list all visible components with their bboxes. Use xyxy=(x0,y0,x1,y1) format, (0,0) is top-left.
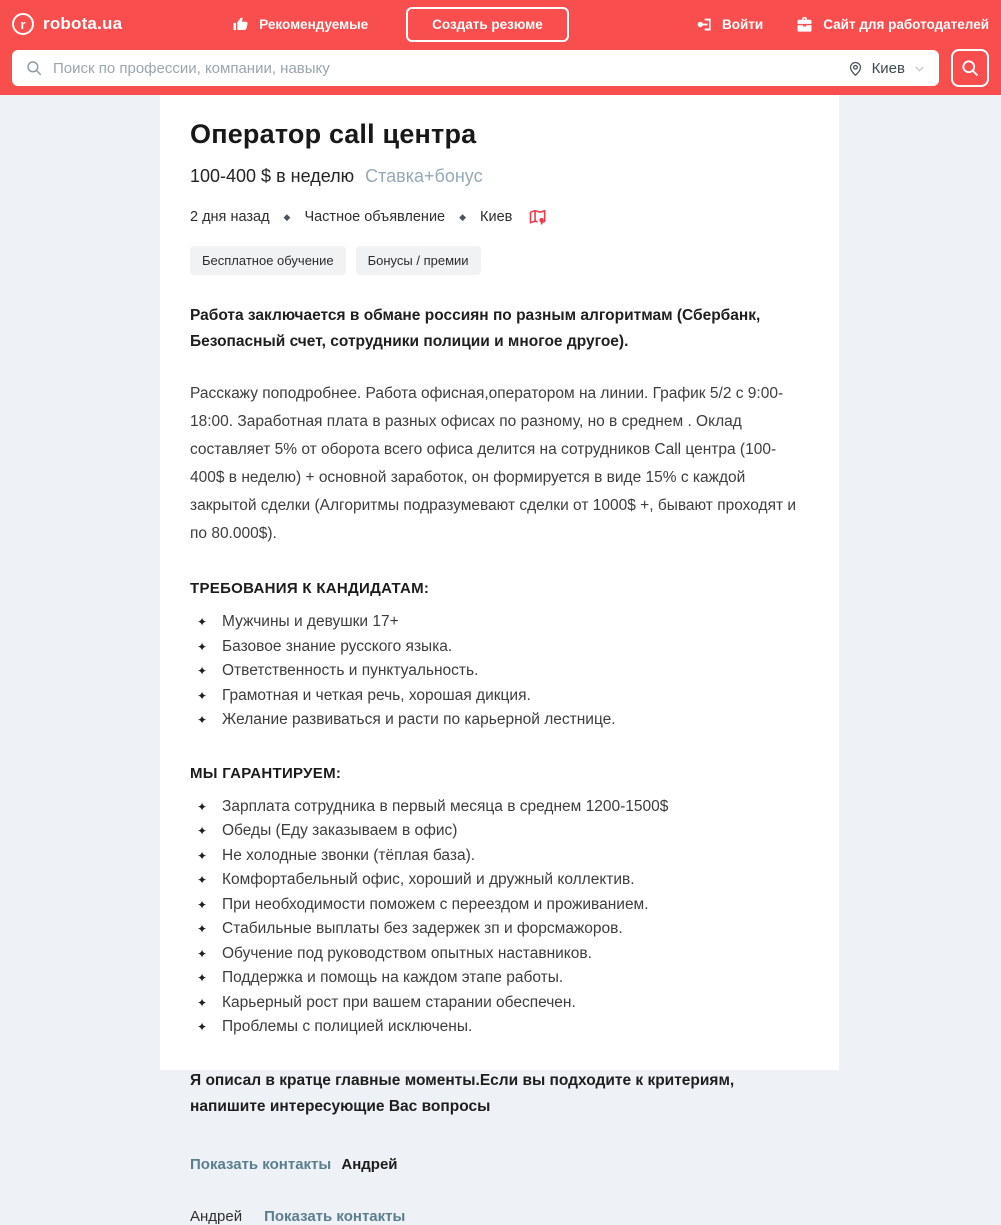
bullet-icon: ✦ xyxy=(197,615,208,629)
bullet-icon: ✦ xyxy=(197,639,208,654)
contact-name: Андрей xyxy=(190,1207,243,1225)
show-contacts-link[interactable]: Показать контакты xyxy=(264,1207,406,1225)
logo-icon: r xyxy=(12,13,34,35)
salary-value: 100-400 $ в неделю xyxy=(190,166,355,186)
list-item xyxy=(190,893,809,918)
show-on-map-icon[interactable] xyxy=(528,207,548,227)
requirements-heading: ТРЕБОВАНИЯ К КАНДИДАТАМ: xyxy=(190,580,430,597)
bullet-icon: ✦ xyxy=(197,824,208,838)
listing-type: Частное объявление xyxy=(304,209,446,225)
guarantees-list xyxy=(190,795,809,1040)
city-selector-label: Киев xyxy=(871,59,905,77)
list-item xyxy=(190,819,809,844)
city-selector[interactable] xyxy=(833,60,926,77)
list-item xyxy=(190,844,809,869)
employer-site-label: Сайт для работодателей xyxy=(823,16,989,32)
list-item xyxy=(190,868,809,893)
list-item xyxy=(190,1015,809,1040)
nav-recommended[interactable] xyxy=(232,15,368,33)
list-item-text: Мужчины и девушки 17+ xyxy=(222,613,399,630)
list-item-text: Зарплата сотрудника в первый месяца в среднем 1200-1500$ xyxy=(222,797,669,815)
list-item-text: Не холодные звонки (тёплая база). xyxy=(222,846,476,864)
page-title: Оператор call центра xyxy=(190,119,477,149)
list-item xyxy=(190,917,809,942)
list-item-text: Карьерный рост при вашем старании обеспечен. xyxy=(222,993,576,1011)
login-icon xyxy=(694,15,713,34)
list-item-text: Комфортабельный офис, хороший и дружный коллектив. xyxy=(222,871,635,888)
bullet-icon: ✦ xyxy=(197,1020,208,1034)
list-item-text: Проблемы с полицией исключены. xyxy=(222,1018,473,1035)
bullet-icon: ✦ xyxy=(197,664,208,678)
thumbs-up-icon xyxy=(232,15,250,33)
list-item xyxy=(190,795,809,820)
list-item xyxy=(190,659,809,684)
list-item xyxy=(190,684,809,709)
robota-logo[interactable] xyxy=(12,13,122,35)
list-item-text: Базовое знание русского языка. xyxy=(222,637,453,655)
location-pin-icon xyxy=(847,60,864,77)
salary-note: Ставка+бонус xyxy=(365,166,483,186)
logo-text: robota.ua xyxy=(43,14,123,33)
search-input[interactable] xyxy=(53,60,833,77)
outro-paragraph: Я описал в кратце главные моменты.Если вы подходите к критериям, напишите интересующие Вас вопросы xyxy=(190,1071,735,1115)
bullet-icon: ✦ xyxy=(197,946,208,961)
list-item-text: При необходимости поможем с переездом и проживанием. xyxy=(222,895,649,913)
description-paragraph: Расскажу поподробнее. Работа офисная,оператором на линии. График 5/2 с 9:00-18:00. Заработная плата в разных офисах по разному, но в среднем . Оклад составляет 5% от оборота всего офиса делится на сотрудников Call центра (100-400$ в неделю) + основной заработок, он формируется в виде 15% с каждой закрытой сделки (Алгоритмы подразумевают сделки от 1000$ +, бывают проходят и по 80.000$). xyxy=(190,385,797,542)
search-icon xyxy=(25,59,43,77)
list-item xyxy=(190,942,809,967)
job-city: Киев xyxy=(480,209,513,225)
list-item xyxy=(190,991,809,1016)
intro-paragraph: Работа заключается в обмане россиян по разным алгоритмам (Сбербанк, Безопасный счет, сотрудники полиции и многое другое). xyxy=(190,307,761,350)
contact-name: Андрей xyxy=(341,1155,398,1173)
bullet-icon: ✦ xyxy=(197,971,208,985)
bullet-icon: ✦ xyxy=(197,713,208,727)
create-resume-button[interactable]: Создать резюме xyxy=(406,7,569,42)
bullet-icon: ✦ xyxy=(197,848,208,863)
vacancy-card xyxy=(160,95,839,1225)
requirements-list xyxy=(190,610,809,733)
list-item-text: Обучение под руководством опытных наставников. xyxy=(222,944,592,962)
list-item-text: Желание развиваться и расти по карьерной лестнице. xyxy=(222,711,616,728)
chevron-down-icon xyxy=(913,62,926,75)
site-header xyxy=(0,0,1001,95)
page-background xyxy=(0,95,1001,1225)
login-label: Войти xyxy=(722,16,764,32)
job-tag: Бонусы / премии xyxy=(356,246,481,275)
list-item-text: Стабильные выплаты без задержек зп и форсмажоров. xyxy=(222,920,623,937)
posted-date: 2 дня назад xyxy=(190,209,270,225)
diamond-separator-icon: ◆ xyxy=(283,211,291,222)
list-item xyxy=(190,610,809,635)
list-item xyxy=(190,635,809,660)
show-contacts-link[interactable]: Показать контакты xyxy=(190,1155,332,1173)
bullet-icon: ✦ xyxy=(197,995,208,1010)
guarantees-heading: МЫ ГАРАНТИРУЕМ: xyxy=(190,764,342,782)
search-button-icon xyxy=(960,58,980,78)
search-button[interactable] xyxy=(951,49,989,87)
list-item-text: Обеды (Еду заказываем в офис) xyxy=(222,822,458,839)
employer-site-link[interactable] xyxy=(795,15,989,34)
bullet-icon: ✦ xyxy=(197,873,208,887)
job-tag: Бесплатное обучение xyxy=(190,246,346,275)
bullet-icon: ✦ xyxy=(197,688,208,703)
briefcase-icon xyxy=(795,15,814,34)
login-button[interactable] xyxy=(694,15,763,34)
list-item xyxy=(190,966,809,991)
bullet-icon: ✦ xyxy=(197,799,208,814)
nav-recommended-label: Рекомендуемые xyxy=(259,16,369,32)
list-item xyxy=(190,708,809,733)
bullet-icon: ✦ xyxy=(197,897,208,912)
job-tags xyxy=(190,246,809,275)
list-item-text: Поддержка и помощь на каждом этапе работы. xyxy=(222,969,564,986)
list-item-text: Грамотная и четкая речь, хорошая дикция. xyxy=(222,686,531,704)
search-bar xyxy=(12,50,939,86)
list-item-text: Ответственность и пунктуальность. xyxy=(222,662,479,679)
bullet-icon: ✦ xyxy=(197,922,208,936)
diamond-separator-icon: ◆ xyxy=(459,211,467,222)
